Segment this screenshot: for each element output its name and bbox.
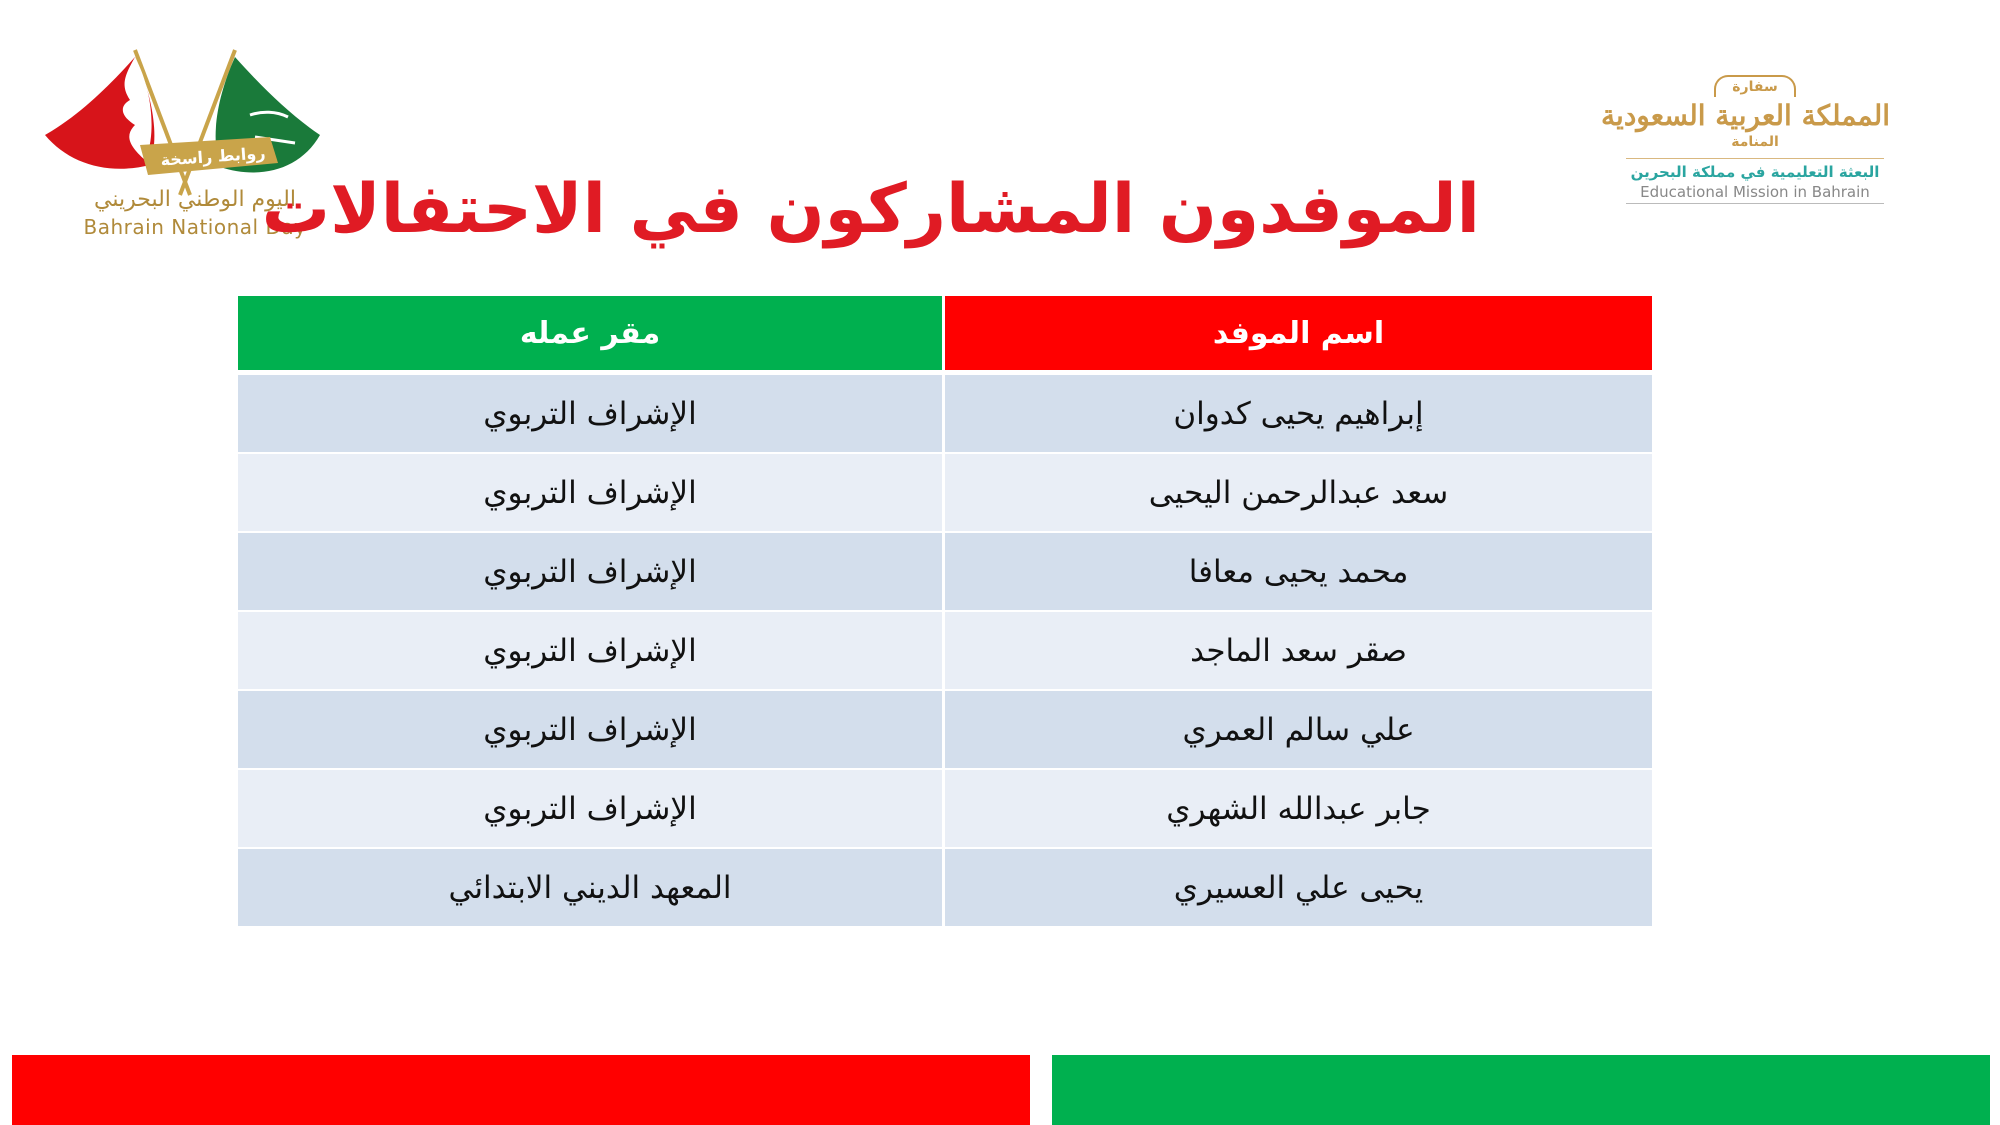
city-name: المنامة — [1731, 134, 1779, 150]
page-title: الموفدون المشاركون في الاحتفالات — [261, 170, 1480, 249]
table-row — [238, 454, 1652, 533]
table-row — [238, 691, 1652, 770]
cell-workplace: الإشراف التربوي — [238, 691, 942, 768]
table-row — [238, 849, 1652, 928]
cell-workplace: الإشراف التربوي — [238, 770, 942, 847]
mission-arabic: البعثة التعليمية في مملكة البحرين — [1630, 163, 1880, 181]
cell-name: صقر سعد الماجد — [942, 612, 1652, 689]
footer-green-bar — [1052, 1055, 1990, 1125]
table-row — [238, 375, 1652, 454]
cell-name: سعد عبدالرحمن اليحيى — [942, 454, 1652, 531]
ribbon-text: روابط راسخة — [159, 143, 267, 170]
cell-name: إبراهيم يحيى كدوان — [942, 375, 1652, 452]
national-day-english: Bahrain National Day — [83, 215, 307, 239]
table-row — [238, 533, 1652, 612]
cell-workplace: الإشراف التربوي — [238, 612, 942, 689]
footer-red-bar — [12, 1055, 1030, 1125]
cell-workplace: الإشراف التربوي — [238, 533, 942, 610]
cell-workplace: الإشراف التربوي — [238, 454, 942, 531]
cell-name: محمد يحيى معافا — [942, 533, 1652, 610]
participants-table — [238, 296, 1652, 928]
table-row — [238, 770, 1652, 849]
cell-name: جابر عبدالله الشهري — [942, 770, 1652, 847]
table-header-row — [238, 296, 1652, 375]
cell-name: يحيى علي العسيري — [942, 849, 1652, 926]
table-row — [238, 612, 1652, 691]
divider — [1626, 158, 1884, 159]
national-day-arabic: اليوم الوطني البحريني — [94, 187, 296, 212]
header-workplace: مقر عمله — [238, 296, 942, 370]
divider — [1626, 203, 1884, 204]
cell-workplace: الإشراف التربوي — [238, 375, 942, 452]
mission-english: Educational Mission in Bahrain — [1640, 183, 1870, 201]
embassy-logo — [1601, 75, 1890, 235]
embassy-label: سفارة — [1714, 75, 1795, 97]
cell-workplace: المعهد الديني الابتدائي — [238, 849, 942, 926]
header-name: اسم الموفد — [942, 296, 1652, 370]
kingdom-name: المملكة العربية السعودية — [1601, 99, 1890, 132]
cell-name: علي سالم العمري — [942, 691, 1652, 768]
